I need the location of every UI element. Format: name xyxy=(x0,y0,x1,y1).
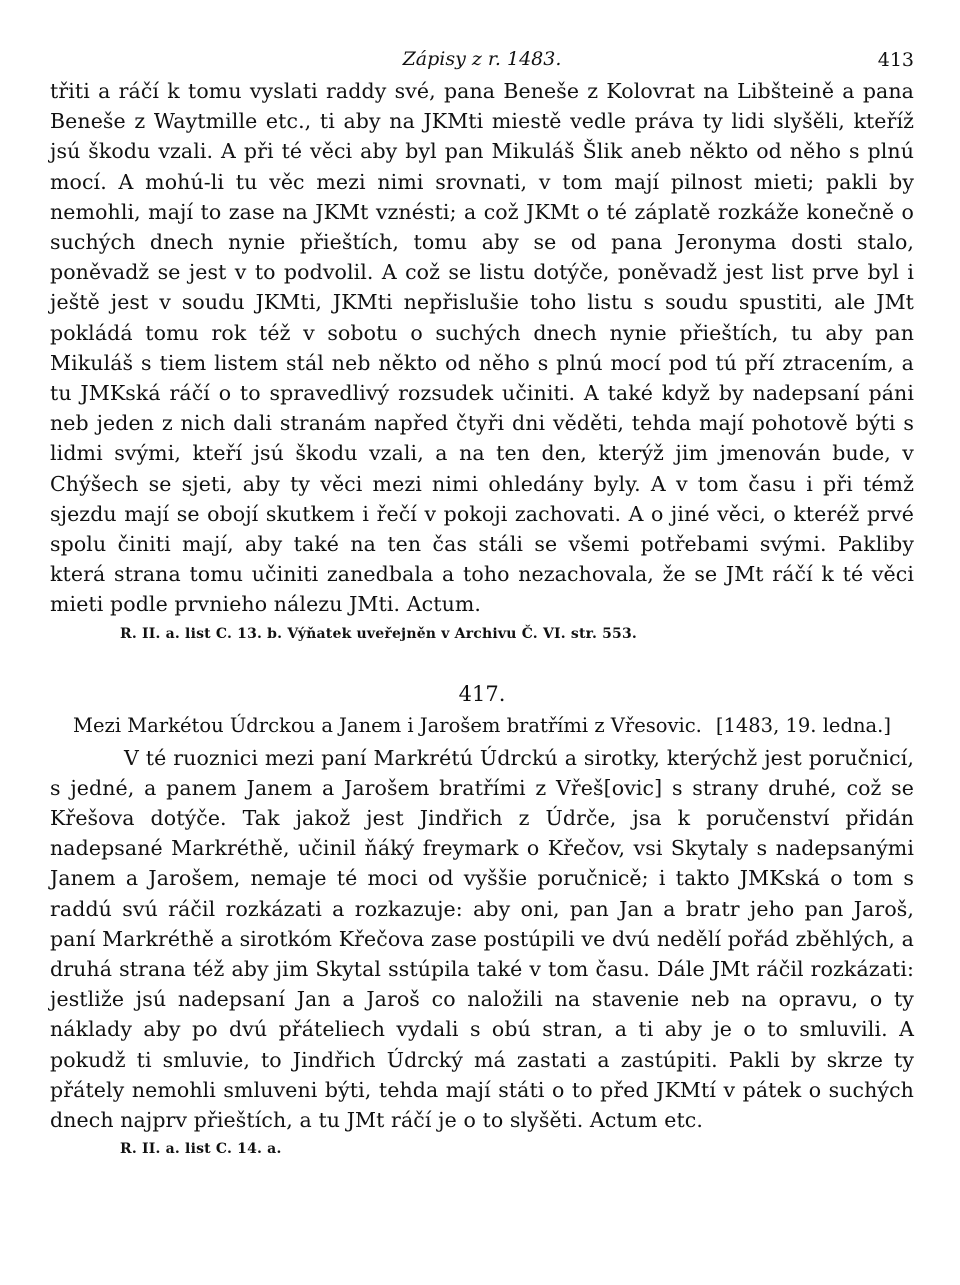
page-number: 413 xyxy=(877,49,914,71)
entry-title: Mezi Markétou Údrckou a Janem i Jarošem bratřími z Vřesovic. xyxy=(73,713,702,737)
entry-number: 417. xyxy=(458,681,506,706)
source-note: R. II. a. list C. 13. b. Výňatek uveřejněn v Archivu Č. VI. str. 553. xyxy=(120,625,637,642)
entry-text-continued: třiti a ráčí k tomu vyslati raddy své, pana Beneše z Kolovrat na Libšteině a pana Beneše z Waytmille etc., ti aby na JKMti miestě vedle práva ty lidi slyšěli, kteříž jsú škodu vzali. A při té věci aby byl pan Mikuláš Šlik aneb někto od něho s plnú mocí. A mohú-li tu věc mezi nimi srovnati, v tom mají pilnost mieti; pakli by nemohli, mají to zase na JKMt vznésti; a což JKMt o té záplatě rozkáže konečně o suchých dnech nynie přieštích, tomu aby se od pana Jeronyma dosti stalo, poněvadž se jest v to podvolil. A což se listu dotýče, poněvadž jest list prve byl i ještě jest v soudu JKMti, JKMti nepřislušie toho listu s soudu spustiti, ale JMt pokládá tomu rok též v sobotu o suchých dnech nynie přieštích, tu aby pan Mikuláš s tiem listem stál neb někto od něho s plnú mocí pod tú pří ztracením, a tu JMKská ráčí o to spravedlivý rozsudek učiniti. A také když by nadepsaní páni neb jeden z nich dali stranám napřed čtyři dni věděti, tehda mají pohotově býti s lidmi svými, kteří jsú škodu vzali, a na ten den, kterýž jim jmenován bude, v Chýšech se sjeti, aby ty věci mezi nimi ohledány byly. A v tom času i při témž sjezdu mají se obojí skutkem i řečí v pokoji zachovati. A o jiné věci, o kteréž prvé spolu činiti mají, aby také na ten čas stáli se všemi potřebami svými. Pakliby která strana tomu učiniti zanedbala a toho nezachovala, že se JMt ráčí k té věci mieti podle prvnieho nálezu JMti. Actum. xyxy=(50,79,914,617)
document-page xyxy=(50,40,914,1240)
running-header xyxy=(50,40,914,76)
entry-text: V té ruoznici mezi paní Markrétú Údrckú a sirotky, kterýchž jest poručnicí, s jedné, a panem Janem a Jarošem bratřími z Vřeš[ovic] s strany druhé, což se Křešova dotýče. Tak jakož jest Jindřich z Údrče, jsa k poručenství přidán nadepsané Markréthě, učinil ňáký freymark o Křečov, vsi Skytaly s nadepsanými Janem a Jarošem, nemaje té moci od vyššie poručnicě; i takto JMKská o tom s raddú svú ráčil rozkázati a rozkazuje: aby oni, pan Jan a bratr jeho pan Jaroš, paní Markréthě a sirotkóm Křečova zase postúpili ve dvú nedělí pořád zběhlých, a druhá strana též aby jim Skytal sstúpila také v tom času. Dále JMt ráčil rozkázati: jestliže jsú nadepsaní Jan a Jaroš co naložili na stavenie neb na opravu, o ty náklady aby po dvú přáteliech vydali s obú stran, a ti aby je o to smluvili. A pokudž ti smluvie, to Jindřich Údrcký má zastati a zastúpiti. Pakli by skrze ty přátely nemohli smluveni býti, tehda mají státi o to před JKMtí v pátek o suchých dnech najprv přieštích, a tu JMt ráčí je o to slyšěti. Actum etc. xyxy=(50,745,914,1133)
running-title: Zápisy z r. 1483. xyxy=(402,48,562,70)
source-note: R. II. a. list C. 14. a. xyxy=(120,1141,282,1158)
entry-heading xyxy=(50,714,914,737)
entry-date: [1483, 19. ledna.] xyxy=(715,713,891,737)
